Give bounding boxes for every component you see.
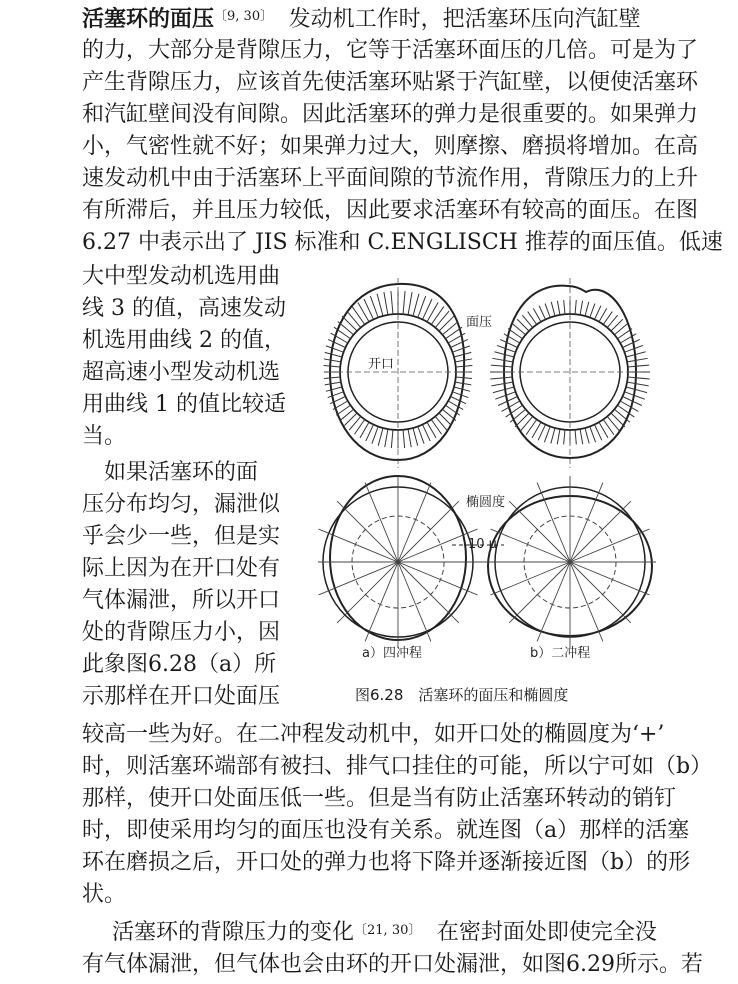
hatch-line xyxy=(557,301,559,315)
narrow-line: 当。 xyxy=(82,424,127,449)
hatch-line xyxy=(385,429,388,447)
hatch-line xyxy=(408,292,412,315)
hatch-line xyxy=(585,428,589,444)
hatch-line xyxy=(377,294,383,316)
hatch-line xyxy=(442,321,458,334)
hatch-line xyxy=(595,306,601,320)
narrow-line: 大中型发动机选用曲 xyxy=(82,264,281,289)
hatch-line xyxy=(626,387,647,393)
body-line: 6.27 中表示出了 JIS 标准和 C.ENGLISCH 推荐的面压值。低速 xyxy=(82,230,723,255)
hatch-line xyxy=(413,294,419,316)
narrow-line: 示那样在开口处面压 xyxy=(82,684,281,709)
body-line: 发动机工作时，把活塞环压向汽缸壁 xyxy=(288,7,641,32)
section2-title: 活塞环的背隙压力的变化 xyxy=(112,920,355,945)
hatch-line xyxy=(533,308,541,321)
body-line: 时，则活塞环端部有被扫、排气口挂住的可能，所以宁可如（b） xyxy=(82,754,713,779)
hatch-line xyxy=(366,425,374,441)
hatch-line xyxy=(324,359,341,362)
hatch-line xyxy=(342,316,357,331)
hatch-line xyxy=(328,392,344,398)
label-pressure: 面压 xyxy=(466,315,493,330)
hatch-line xyxy=(453,346,470,352)
hatch-line xyxy=(391,430,393,448)
section1-first-line xyxy=(82,4,641,35)
hatch-line xyxy=(325,382,341,385)
narrow-line: 线 3 的值，高速发动 xyxy=(82,296,286,321)
narrow-line: 如果活塞环的面 xyxy=(82,460,259,485)
radial-spoke xyxy=(337,501,398,562)
narrow-line: 机选用曲线 2 的值， xyxy=(82,328,286,353)
body-line: 那样，使开口处面压低一些。但是当有防止活塞环转动的销钉 xyxy=(82,786,677,811)
body-line: 在密封面处即使完全没 xyxy=(436,920,657,945)
radial-spoke xyxy=(337,562,398,623)
hatch-line xyxy=(590,427,596,443)
hatch-line xyxy=(384,292,388,315)
hatch-line xyxy=(628,377,650,379)
body-line: 有气体漏泄，但气体也会由环的开口处漏泄，如图6.29所示。若 xyxy=(82,952,703,977)
figure-caption: 图6.28 活塞环的面压和椭圆度 xyxy=(355,686,569,704)
hatch-line xyxy=(491,382,513,386)
hatch-line xyxy=(493,387,514,393)
body-line: 速发动机中由于活塞环上平面间隙的节流作用，背隙压力的上升 xyxy=(82,166,699,191)
section2-first-line xyxy=(112,918,657,948)
hatch-line xyxy=(431,307,444,325)
hatch-line xyxy=(326,346,343,352)
figure-6-28 xyxy=(318,272,678,712)
hatch-line xyxy=(413,428,418,446)
hatch-line xyxy=(408,429,411,447)
body-line: 状。 xyxy=(82,882,127,907)
hatch-line xyxy=(324,377,340,378)
hatch-line xyxy=(611,413,625,427)
body-line: 小，气密性就不好；如果弹力过大，则摩擦、磨损将增加。在高 xyxy=(82,134,699,159)
label-gap: 开口 xyxy=(368,357,395,372)
label-ovality: 椭圆度 xyxy=(466,495,506,510)
section1-ref: 〔9, 30〕 xyxy=(214,9,267,24)
body-line: 较高一些为好。在二冲程发动机中，如开口处的椭圆度为‘+’ xyxy=(82,722,665,747)
subcaption-b: b）二冲程 xyxy=(530,646,591,661)
hatch-line xyxy=(338,321,354,334)
hatch-line xyxy=(324,365,341,366)
body-line: 和汽缸壁间没有间隙。因此活塞环的弹力是很重要的。如果弹力 xyxy=(82,102,699,127)
radial-spoke xyxy=(398,501,459,562)
hatch-line xyxy=(352,307,365,325)
narrow-line: 乎会少一些，但是实 xyxy=(82,524,281,549)
hatch-line xyxy=(403,291,405,314)
hatch-line xyxy=(538,425,545,441)
hatch-line xyxy=(544,427,550,443)
section2-ref: 〔21, 30〕 xyxy=(354,923,415,938)
hatch-line xyxy=(575,300,576,314)
hatch-line xyxy=(539,306,545,320)
hatch-line xyxy=(520,416,532,431)
body-line: 时，即使采用均匀的面压也没有关系。就连图（a）那样的活塞 xyxy=(82,818,690,843)
hatch-line xyxy=(326,387,342,391)
figure-drawing xyxy=(318,272,678,682)
hatch-line xyxy=(491,365,512,367)
hatch-line xyxy=(325,352,342,357)
radial-spoke xyxy=(570,562,631,623)
hatch-line xyxy=(439,316,454,331)
hatch-line xyxy=(580,429,583,444)
hatch-line xyxy=(515,413,529,427)
hatch-line xyxy=(378,428,383,446)
hatch-line xyxy=(423,425,431,441)
hatch-line xyxy=(403,430,405,448)
hatch-line xyxy=(595,425,602,441)
radial-spoke xyxy=(509,562,570,623)
hatch-line xyxy=(551,302,555,316)
narrow-line: 此象图6.28（a）所 xyxy=(82,652,277,677)
narrow-line: 气体漏泄，所以开口 xyxy=(82,588,281,613)
ring-a-pressure xyxy=(324,278,473,468)
hatch-line xyxy=(372,427,378,444)
hatch-line xyxy=(627,358,648,362)
ring-a-ovality xyxy=(318,476,484,648)
hatch-line xyxy=(580,301,582,315)
hatch-line xyxy=(451,397,466,404)
hatch-line xyxy=(599,308,607,321)
hatch-line xyxy=(456,377,472,378)
hatch-line xyxy=(490,377,512,379)
hatch-line xyxy=(557,429,560,444)
narrow-line: 用曲线 1 的值比较适 xyxy=(82,392,286,417)
body-line: 的力，大部分是背隙压力，它等于活塞环面压的几倍。可是为了 xyxy=(82,38,699,63)
hatch-line xyxy=(607,416,619,431)
hatch-line xyxy=(435,311,449,327)
label-scale: 10 μ xyxy=(468,537,497,552)
hatch-line xyxy=(391,291,393,314)
hatch-line xyxy=(585,302,589,316)
hatch-line xyxy=(590,304,595,318)
ring-b-ovality xyxy=(484,476,656,648)
hatch-line xyxy=(454,352,471,357)
hatch-line xyxy=(551,428,555,444)
ring-b-pressure xyxy=(490,278,650,468)
radial-spoke xyxy=(509,501,570,562)
body-line: 有所滞后，并且压力较低，因此要求活塞环有较高的面压。在图 xyxy=(82,198,699,223)
radial-spoke xyxy=(398,562,459,623)
body-line: 环在磨损之后，开口处的弹力也将下降并逐渐接近图（b）的形 xyxy=(82,850,691,875)
hatch-line xyxy=(575,430,576,445)
hatch-line xyxy=(545,304,550,318)
narrow-line: 处的背隙压力小，因 xyxy=(82,620,281,645)
hatch-line xyxy=(564,300,565,314)
hatch-line xyxy=(418,427,424,444)
narrow-line: 压分布均匀，漏泄似 xyxy=(82,492,281,517)
narrow-line: 际上因为在开口处有 xyxy=(82,556,281,581)
narrow-line: 超高速小型发动机选 xyxy=(82,360,281,385)
section1-title: 活塞环的面压 xyxy=(82,6,215,32)
hatch-line xyxy=(627,382,649,386)
hatch-line xyxy=(628,365,649,367)
subcaption-a: a）四冲程 xyxy=(362,646,422,661)
hatch-line xyxy=(564,430,565,445)
body-line: 产生背隙压力，应该首先使活塞环贴紧于汽缸壁，以便使活塞环 xyxy=(82,70,699,95)
hatch-line xyxy=(492,358,513,362)
radial-spoke xyxy=(570,501,631,562)
hatch-line xyxy=(347,311,361,327)
